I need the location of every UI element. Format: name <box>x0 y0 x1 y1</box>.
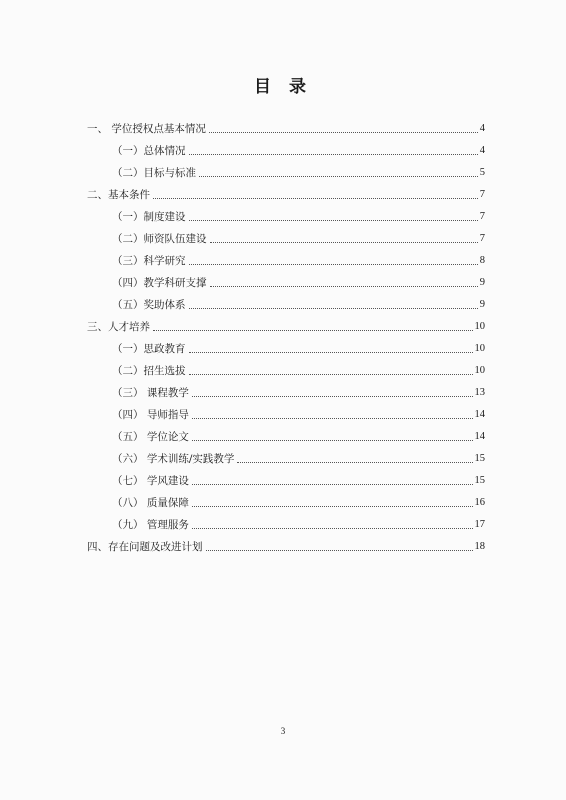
toc-entry-page: 5 <box>479 167 485 178</box>
toc-entry-page: 17 <box>474 519 485 530</box>
toc-entry-page: 9 <box>479 299 485 310</box>
toc-entry-page: 10 <box>474 365 485 376</box>
dot-leader <box>237 462 472 463</box>
toc-entry-page: 13 <box>474 387 485 398</box>
page-title: 目 录 <box>254 77 312 97</box>
page-number: 3 <box>280 726 286 736</box>
toc-entry-label: （六） 学术训练/实践教学 <box>112 453 235 465</box>
toc-entry-label: 一、 学位授权点基本情况 <box>87 123 206 135</box>
toc-entry-page: 18 <box>474 541 485 552</box>
toc-entry-subsection[interactable] <box>112 252 485 268</box>
toc-entry-subsection[interactable] <box>112 406 485 422</box>
toc-entry-label: （一）制度建设 <box>112 211 186 223</box>
toc-entry-label: （三） 课程教学 <box>112 387 189 399</box>
dot-leader <box>189 220 478 221</box>
dot-leader <box>192 528 473 529</box>
dot-leader <box>192 418 473 419</box>
toc-entry-subsection[interactable] <box>112 516 485 532</box>
toc-entry-subsection[interactable] <box>112 384 485 400</box>
dot-leader <box>206 550 473 551</box>
dot-leader <box>210 286 478 287</box>
toc-entry-page: 10 <box>474 343 485 354</box>
toc-entry-page: 15 <box>474 475 485 486</box>
toc-entry-section-2[interactable] <box>87 186 485 202</box>
toc-entry-subsection[interactable] <box>112 208 485 224</box>
toc-entry-label: （二）师资队伍建设 <box>112 233 207 245</box>
toc-entry-label: （五）奖助体系 <box>112 299 186 311</box>
dot-leader <box>199 176 478 177</box>
dot-leader <box>192 506 473 507</box>
dot-leader <box>189 374 473 375</box>
toc-entry-label: （三）科学研究 <box>112 255 186 267</box>
toc-entry-subsection[interactable] <box>112 142 485 158</box>
toc-entry-label: （二）招生选拔 <box>112 365 186 377</box>
toc-entry-label: （二）目标与标准 <box>112 167 196 179</box>
toc-entry-page: 7 <box>479 211 485 222</box>
toc-entry-page: 16 <box>474 497 485 508</box>
toc-entry-label: （八） 质量保障 <box>112 497 189 509</box>
toc-entry-section-3[interactable] <box>87 318 485 334</box>
toc-entry-section-4[interactable] <box>87 538 485 554</box>
toc-entry-label: （一）总体情况 <box>112 145 186 157</box>
toc-entry-label: （一）思政教育 <box>112 343 186 355</box>
toc-entry-label: （九） 管理服务 <box>112 519 189 531</box>
toc-entry-label: 三、人才培养 <box>87 321 150 333</box>
toc-entry-label: （四）教学科研支撑 <box>112 277 207 289</box>
toc-entry-label: （五） 学位论文 <box>112 431 189 443</box>
toc-entry-page: 7 <box>479 233 485 244</box>
dot-leader <box>153 198 478 199</box>
dot-leader <box>192 396 473 397</box>
dot-leader <box>189 352 473 353</box>
dot-leader <box>189 264 478 265</box>
toc-entry-label: 四、存在问题及改进计划 <box>87 541 203 553</box>
toc-entry-subsection[interactable] <box>112 450 485 466</box>
toc-entry-page: 4 <box>479 123 485 134</box>
toc-entry-subsection[interactable] <box>112 296 485 312</box>
toc-entry-page: 15 <box>474 453 485 464</box>
dot-leader <box>189 308 478 309</box>
dot-leader <box>210 242 478 243</box>
dot-leader <box>189 154 478 155</box>
toc-entry-page: 8 <box>479 255 485 266</box>
toc-entry-subsection[interactable] <box>112 230 485 246</box>
toc-entry-page: 9 <box>479 277 485 288</box>
toc-entry-subsection[interactable] <box>112 274 485 290</box>
toc-entry-subsection[interactable] <box>112 428 485 444</box>
toc-entry-label: （四） 导师指导 <box>112 409 189 421</box>
dot-leader <box>153 330 473 331</box>
dot-leader <box>209 132 478 133</box>
toc-entry-subsection[interactable] <box>112 164 485 180</box>
toc-entry-subsection[interactable] <box>112 340 485 356</box>
toc-entry-page: 7 <box>479 189 485 200</box>
toc-entry-subsection[interactable] <box>112 494 485 510</box>
toc-entry-subsection[interactable] <box>112 362 485 378</box>
toc-entry-page: 14 <box>474 431 485 442</box>
toc-entry-page: 4 <box>479 145 485 156</box>
dot-leader <box>192 484 473 485</box>
toc-entry-label: （七） 学风建设 <box>112 475 189 487</box>
toc-entry-section-1[interactable] <box>87 120 485 136</box>
toc-entry-page: 10 <box>474 321 485 332</box>
toc-entry-label: 二、基本条件 <box>87 189 150 201</box>
toc-entry-subsection[interactable] <box>112 472 485 488</box>
dot-leader <box>192 440 473 441</box>
toc-entry-page: 14 <box>474 409 485 420</box>
